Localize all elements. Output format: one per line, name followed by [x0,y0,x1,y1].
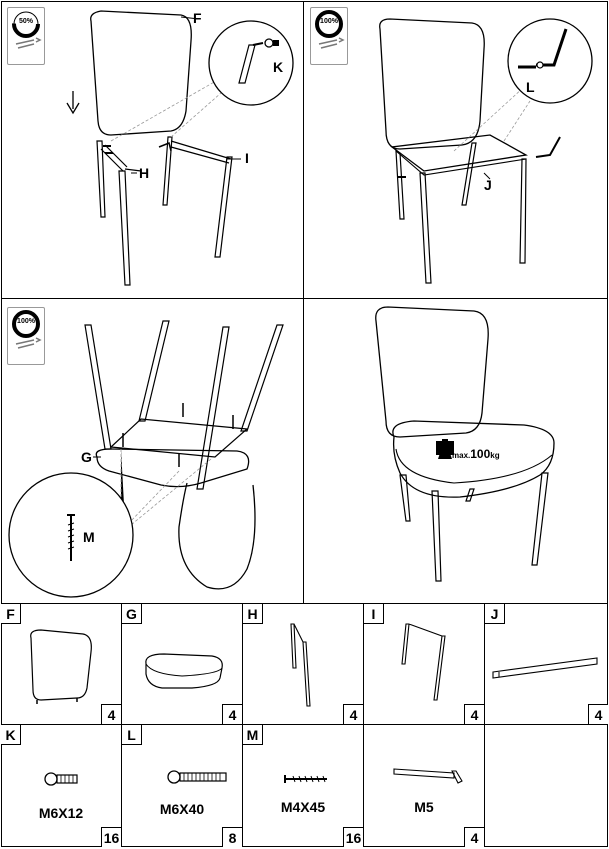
max-weight-value: 100 [470,447,491,461]
step-1-drawing [1,1,304,299]
part-cell-f [1,604,122,725]
part-size: M6X12 [38,805,84,821]
part-quantity: 4 [588,704,608,724]
part-letter: K [1,725,21,745]
part-letter: F [1,604,21,624]
part-cell-allen-key [364,725,485,847]
torque-percent: 100% [17,318,35,325]
torque-percent: 100% [320,18,338,25]
part-quantity: 4 [343,704,363,724]
part-quantity: 4 [464,827,484,847]
step-3-panel [1,299,304,604]
part-cell-g [122,604,243,725]
part-size: M6X40 [159,801,205,817]
step-2-panel [304,1,608,299]
torque-percent: 50% [18,18,33,25]
step-3-drawing [1,299,304,604]
label-i: I [245,150,249,166]
part-quantity: 4 [222,704,242,724]
part-quantity: 4 [101,704,121,724]
part-quantity: 4 [464,704,484,724]
max-weight-label [452,445,500,463]
label-g: G [81,449,92,465]
step-4-panel [304,299,608,604]
part-cell-m [243,725,364,847]
part-letter: G [122,604,142,624]
part-size: M5 [414,799,434,815]
step-1-panel [1,1,304,299]
part-cell-empty [485,725,608,847]
part-quantity: 8 [222,827,242,847]
part-letter: L [122,725,142,745]
label-m: M [83,529,95,545]
max-weight-unit: kg [490,451,500,460]
part-quantity: 16 [101,827,121,847]
part-cell-j [485,604,608,725]
max-weight-prefix: max. [452,451,471,460]
label-f: F [193,10,202,26]
label-h: H [139,165,150,181]
label-l: L [526,79,535,95]
part-letter: J [485,604,505,624]
part-letter: I [364,604,384,624]
part-size: M4X45 [280,799,326,815]
part-letter: H [243,604,263,624]
label-j: J [484,177,492,193]
part-cell-l [122,725,243,847]
part-letter: M [243,725,263,745]
step-2-drawing [304,1,608,299]
label-k: K [273,59,284,75]
part-cell-h [243,604,364,725]
part-cell-k [1,725,122,847]
part-quantity: 16 [343,827,363,847]
part-cell-i [364,604,485,725]
